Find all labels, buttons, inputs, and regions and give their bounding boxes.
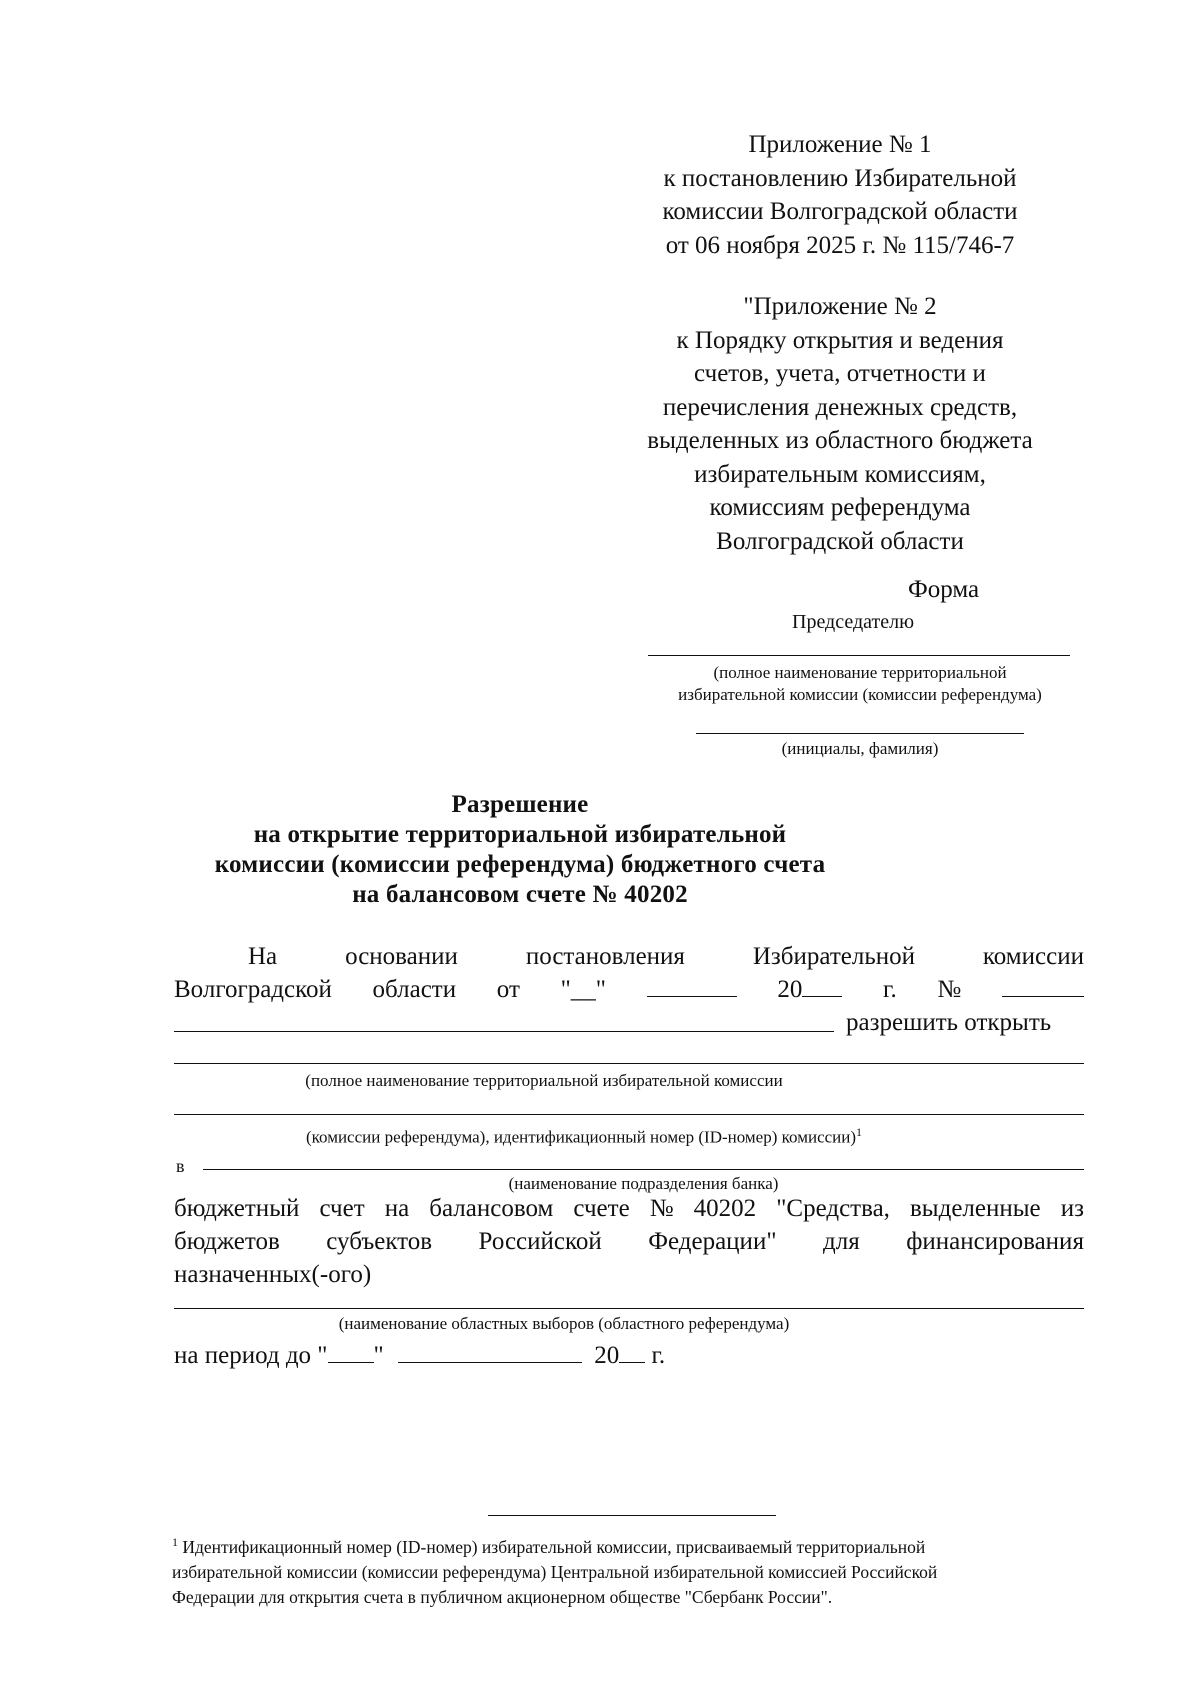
word: области bbox=[372, 976, 457, 1003]
addressee-label: Председателю bbox=[792, 611, 915, 633]
paragraph-line-2 bbox=[174, 1225, 1084, 1258]
footnote-line: избирательной комиссии (комиссии референдума) Центральной избирательной комиссией Российской bbox=[172, 1561, 938, 1582]
footnote bbox=[172, 1530, 1092, 1610]
word: На bbox=[248, 943, 278, 970]
permit-open-text: разрешить открыть bbox=[846, 1009, 1052, 1036]
commission-name-hint bbox=[640, 662, 1080, 706]
initials-surname-hint: (инициалы, фамилия) bbox=[781, 739, 939, 758]
period-day-blank[interactable] bbox=[328, 1342, 374, 1363]
bank-branch-blank[interactable] bbox=[203, 1169, 1084, 1170]
word: Избирательной bbox=[752, 943, 915, 970]
word: от bbox=[496, 976, 520, 1003]
period-quote: " bbox=[373, 1342, 384, 1369]
body-line-1 bbox=[174, 942, 1084, 972]
appendix-1-line: к постановлению Избирательной bbox=[663, 164, 1017, 192]
word: выделенные bbox=[910, 1195, 1041, 1222]
word: из bbox=[1060, 1195, 1084, 1222]
account-paragraph bbox=[174, 1192, 1084, 1291]
decision-number-blank[interactable] bbox=[1002, 976, 1084, 997]
footnote-mark: 1 bbox=[172, 1535, 178, 1549]
document-title bbox=[200, 790, 840, 910]
word: постановления bbox=[525, 943, 685, 970]
appendix-2-line: выделенных из областного бюджета bbox=[647, 427, 1033, 454]
paragraph-line-3: назначенных(-ого) bbox=[174, 1261, 372, 1288]
decision-year-blank[interactable] bbox=[802, 976, 842, 997]
title-line: комиссии (комиссии референдума) бюджетного счета bbox=[214, 851, 826, 878]
commission-name-hint-body: (полное наименование территориальной избирательной комиссии bbox=[305, 1071, 783, 1090]
footnote-separator bbox=[488, 1515, 776, 1516]
word: Федерации" bbox=[648, 1228, 777, 1255]
period-year-blank[interactable] bbox=[619, 1342, 645, 1363]
word: основании bbox=[345, 943, 458, 970]
elections-name-blank[interactable] bbox=[174, 1308, 1084, 1309]
period-month-blank[interactable] bbox=[398, 1342, 582, 1363]
bank-branch-hint: (наименование подразделения банка) bbox=[508, 1174, 779, 1193]
appendix-1-line: Приложение № 1 bbox=[748, 131, 932, 158]
word: Волгоградской bbox=[174, 976, 332, 1003]
footnote-line bbox=[172, 1530, 1092, 1560]
word: Российской bbox=[478, 1228, 602, 1255]
body-line-2 bbox=[174, 975, 1084, 1005]
word: комиссии bbox=[982, 943, 1084, 970]
title-line: Разрешение bbox=[451, 791, 589, 818]
appendix-2-line: избирательным комиссиям, bbox=[694, 460, 986, 488]
word: для bbox=[823, 1228, 860, 1255]
word: на bbox=[384, 1195, 410, 1222]
word: финансирования bbox=[906, 1228, 1084, 1255]
decision-day-blank[interactable]: "__" bbox=[560, 976, 606, 1003]
commission-name-blank-body[interactable] bbox=[174, 1031, 834, 1032]
bank-prefix: в bbox=[176, 1156, 185, 1176]
footnote-ref: 1 bbox=[856, 1125, 863, 1139]
commission-name-blank[interactable] bbox=[648, 655, 1070, 656]
commission-id-hint bbox=[174, 1121, 994, 1149]
appendix-2-line: к Порядку открытия и ведения bbox=[676, 326, 1004, 354]
appendix-2-line: комиссиям референдума bbox=[709, 494, 971, 521]
word: 40202 bbox=[693, 1195, 757, 1222]
paragraph-line-1 bbox=[174, 1192, 1084, 1225]
period-line bbox=[174, 1341, 665, 1371]
period-suffix: г. bbox=[651, 1342, 666, 1369]
year-prefix: 20 bbox=[777, 976, 803, 1003]
period-year-prefix: 20 bbox=[594, 1342, 620, 1369]
hint-line: (полное наименование территориальной bbox=[713, 663, 1007, 682]
word: счет bbox=[319, 1195, 365, 1222]
word: счете bbox=[573, 1195, 630, 1222]
appendix-2-header bbox=[600, 290, 1080, 558]
word: субъектов bbox=[326, 1228, 433, 1255]
number-sign: № bbox=[937, 976, 962, 1003]
appendix-1-header bbox=[600, 128, 1080, 262]
word: № bbox=[649, 1195, 674, 1222]
appendix-1-line: от 06 ноября 2025 г. № 115/746-7 bbox=[665, 231, 1015, 259]
word: "Средства, bbox=[776, 1195, 890, 1222]
appendix-2-line: перечисления денежных средств, bbox=[662, 393, 1018, 421]
hint-line: избирательной комиссии (комиссии референдума) bbox=[678, 685, 1042, 704]
hint-text: (комиссии референдума), идентификационный номер (ID-номер) комиссии) bbox=[305, 1127, 857, 1147]
elections-name-hint: (наименование областных выборов (областного референдума) bbox=[338, 1314, 790, 1333]
commission-id-blank[interactable] bbox=[174, 1114, 1084, 1115]
year-suffix: г. bbox=[883, 976, 897, 1003]
initials-surname-blank[interactable] bbox=[696, 733, 1024, 734]
appendix-2-line: счетов, учета, отчетности и bbox=[694, 360, 986, 387]
word: бюджетов bbox=[174, 1228, 280, 1255]
appendix-1-line: комиссии Волгоградской области bbox=[662, 198, 1018, 225]
decision-month-blank[interactable] bbox=[647, 976, 737, 997]
commission-name-blank-line-2[interactable] bbox=[174, 1063, 1084, 1064]
form-label: Форма bbox=[908, 576, 980, 603]
word: бюджетный bbox=[174, 1195, 300, 1222]
title-line: на балансовом счете № 40202 bbox=[352, 881, 688, 908]
footnote-text: Идентификационный номер (ID-номер) избирательной комиссии, присваиваемый территориальной bbox=[178, 1536, 926, 1557]
footnote-line: Федерации для открытия счета в публичном акционерном обществе "Сбербанк России". bbox=[172, 1586, 833, 1607]
title-line: на открытие территориальной избирательной bbox=[253, 821, 787, 848]
word: балансовом bbox=[429, 1195, 554, 1222]
appendix-2-line: "Приложение № 2 bbox=[743, 293, 937, 320]
decision-year bbox=[777, 975, 842, 1005]
appendix-2-line: Волгоградской области bbox=[716, 527, 964, 555]
period-prefix: на период до " bbox=[174, 1342, 328, 1369]
